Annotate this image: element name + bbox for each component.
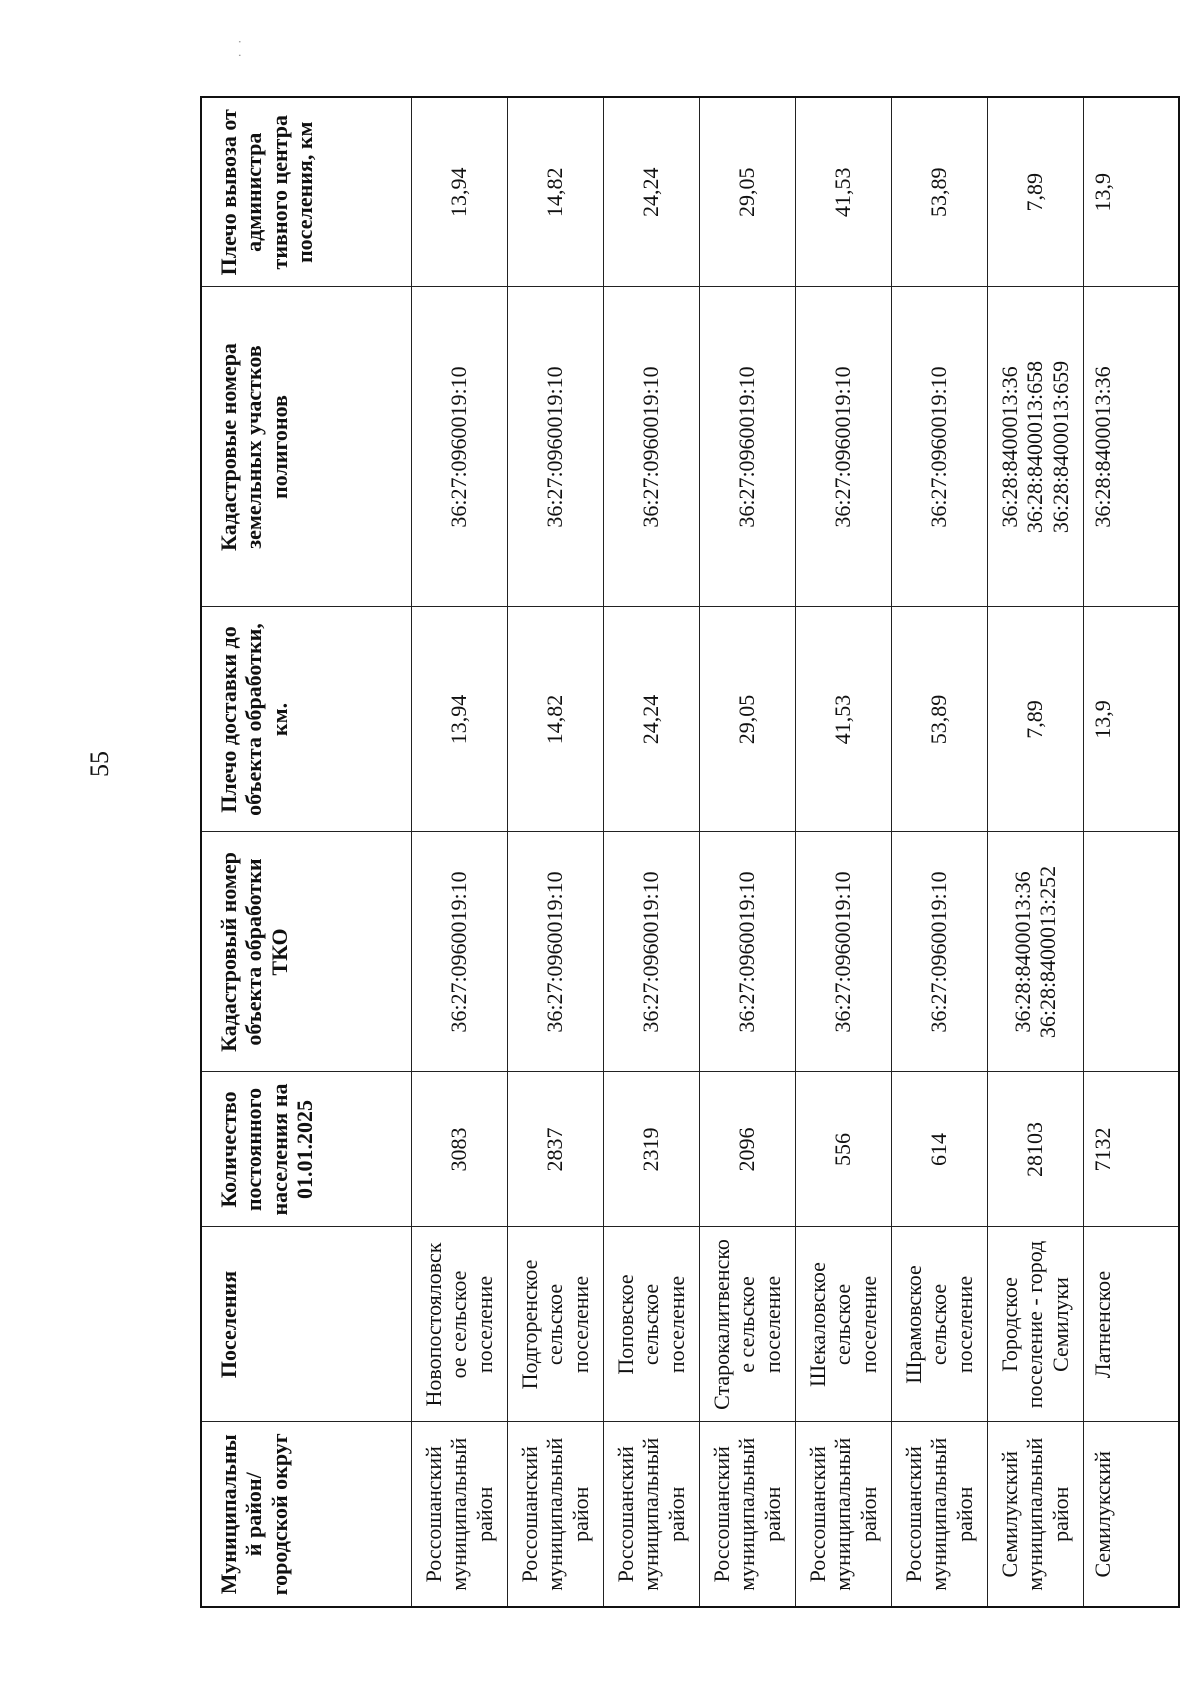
cell-settlement: Старокалитвенско е сельское поселение bbox=[699, 1227, 795, 1422]
cell-settlement: Латненское bbox=[1083, 1227, 1179, 1422]
table-header-row bbox=[201, 97, 411, 1607]
cell-delivery-km: 29,05 bbox=[699, 607, 795, 832]
cadastral-number: 36:27:0960019:10 bbox=[734, 871, 760, 1033]
cell-processing-cadastral bbox=[795, 832, 891, 1072]
cell-population: 28103 bbox=[987, 1072, 1083, 1227]
table-row bbox=[891, 97, 987, 1607]
header-landfill-cadastral: Кадастровые номера земельных участков полигонов bbox=[201, 287, 411, 607]
table-row bbox=[1083, 97, 1179, 1607]
cadastral-number: 36:27:0960019:10 bbox=[446, 366, 472, 528]
cell-population: 2319 bbox=[603, 1072, 699, 1227]
cell-landfill-cadastral bbox=[411, 287, 507, 607]
cadastral-number: 36:28:8400013:252 bbox=[1035, 865, 1060, 1039]
cell-population: 2096 bbox=[699, 1072, 795, 1227]
table-row bbox=[987, 97, 1083, 1607]
cadastral-number: 36:27:0960019:10 bbox=[638, 366, 664, 528]
cadastral-number: 36:28:8400013:36 bbox=[997, 366, 1023, 528]
cadastral-number: 36:28:8400013:36 bbox=[1089, 366, 1115, 528]
cell-removal-km: 41,53 bbox=[795, 97, 891, 287]
cell-settlement: Новопостояловск ое сельское поселение bbox=[411, 1227, 507, 1422]
cell-processing-cadastral bbox=[891, 832, 987, 1072]
cell-processing-cadastral bbox=[699, 832, 795, 1072]
cell-delivery-km: 7,89 bbox=[987, 607, 1083, 832]
cell-landfill-cadastral bbox=[603, 287, 699, 607]
cell-delivery-km: 13,9 bbox=[1083, 607, 1179, 832]
scan-noise: · · bbox=[233, 36, 248, 58]
cell-landfill-cadastral bbox=[987, 287, 1083, 607]
cell-settlement: Шрамовское сельское поселение bbox=[891, 1227, 987, 1422]
cadastral-number: 36:28:8400013:658 bbox=[1022, 360, 1048, 534]
cadastral-number: 36:28:8400013:659 bbox=[1047, 360, 1073, 534]
cell-delivery-km: 53,89 bbox=[891, 607, 987, 832]
cell-removal-km: 53,89 bbox=[891, 97, 987, 287]
header-district: Муниципальны й район/ городской округ bbox=[201, 1422, 411, 1607]
cell-delivery-km: 24,24 bbox=[603, 607, 699, 832]
cadastral-number: 36:27:0960019:10 bbox=[830, 871, 856, 1033]
cell-removal-km: 14,82 bbox=[507, 97, 603, 287]
cell-processing-cadastral bbox=[987, 832, 1083, 1072]
cell-processing-cadastral bbox=[1083, 832, 1179, 1072]
cell-removal-km: 13,94 bbox=[411, 97, 507, 287]
cell-processing-cadastral bbox=[603, 832, 699, 1072]
table-row bbox=[699, 97, 795, 1607]
cadastral-number: 36:27:0960019:10 bbox=[734, 366, 760, 528]
cell-district: Россошанский муниципальный район bbox=[795, 1422, 891, 1607]
cadastral-number: 36:28:8400013:36 bbox=[1009, 871, 1035, 1033]
cadastral-number: 36:27:0960019:10 bbox=[542, 871, 568, 1033]
table-row bbox=[603, 97, 699, 1607]
page-number: 55 bbox=[85, 751, 114, 777]
cell-settlement: Городское поселение - город Семилуки bbox=[987, 1227, 1083, 1422]
cell-settlement: Шекаловское сельское поселение bbox=[795, 1227, 891, 1422]
cell-landfill-cadastral bbox=[1083, 287, 1179, 607]
cadastral-number: 36:27:0960019:10 bbox=[926, 871, 952, 1033]
cell-delivery-km: 13,94 bbox=[411, 607, 507, 832]
header-removal-km: Плечо вывоза от администра тивного центра поселения, км bbox=[201, 97, 411, 287]
header-population: Количество постоянного населения на 01.01.2025 bbox=[201, 1072, 411, 1227]
cell-landfill-cadastral bbox=[699, 287, 795, 607]
cell-settlement: Поповское сельское поселение bbox=[603, 1227, 699, 1422]
cell-settlement: Подгоренское сельское поселение bbox=[507, 1227, 603, 1422]
cell-population: 3083 bbox=[411, 1072, 507, 1227]
waste-table bbox=[200, 96, 1180, 1608]
cell-district: Россошанский муниципальный район bbox=[411, 1422, 507, 1607]
cell-district: Семилукский bbox=[1083, 1422, 1179, 1607]
cell-district: Россошанский муниципальный район bbox=[891, 1422, 987, 1607]
cadastral-number: 36:27:0960019:10 bbox=[926, 366, 952, 528]
cadastral-number: 36:27:0960019:10 bbox=[830, 366, 856, 528]
cell-district: Россошанский муниципальный район bbox=[699, 1422, 795, 1607]
cell-district: Россошанский муниципальный район bbox=[507, 1422, 603, 1607]
cell-removal-km: 7,89 bbox=[987, 97, 1083, 287]
cadastral-number: 36:27:0960019:10 bbox=[638, 871, 664, 1033]
cell-landfill-cadastral bbox=[891, 287, 987, 607]
cell-district: Семилукский муниципальный район bbox=[987, 1422, 1083, 1607]
cell-processing-cadastral bbox=[411, 832, 507, 1072]
cell-population: 2837 bbox=[507, 1072, 603, 1227]
table-body bbox=[411, 97, 1179, 1607]
cadastral-number: 36:27:0960019:10 bbox=[542, 366, 568, 528]
cell-population: 556 bbox=[795, 1072, 891, 1227]
cell-removal-km: 24,24 bbox=[603, 97, 699, 287]
table-row bbox=[795, 97, 891, 1607]
cell-district: Россошанский муниципальный район bbox=[603, 1422, 699, 1607]
cadastral-number: 36:27:0960019:10 bbox=[446, 871, 472, 1033]
cell-removal-km: 13,9 bbox=[1083, 97, 1179, 287]
header-delivery-km: Плечо доставки до объекта обработки, км. bbox=[201, 607, 411, 832]
header-processing-cadastral: Кадастровый номер объекта обработки ТКО bbox=[201, 832, 411, 1072]
table-row bbox=[411, 97, 507, 1607]
cell-population: 7132 bbox=[1083, 1072, 1179, 1227]
table-container bbox=[200, 98, 1115, 1608]
cell-landfill-cadastral bbox=[795, 287, 891, 607]
header-settlement: Поселения bbox=[201, 1227, 411, 1422]
cell-delivery-km: 41,53 bbox=[795, 607, 891, 832]
table-row bbox=[507, 97, 603, 1607]
cell-removal-km: 29,05 bbox=[699, 97, 795, 287]
cell-delivery-km: 14,82 bbox=[507, 607, 603, 832]
cell-processing-cadastral bbox=[507, 832, 603, 1072]
cell-landfill-cadastral bbox=[507, 287, 603, 607]
cell-population: 614 bbox=[891, 1072, 987, 1227]
